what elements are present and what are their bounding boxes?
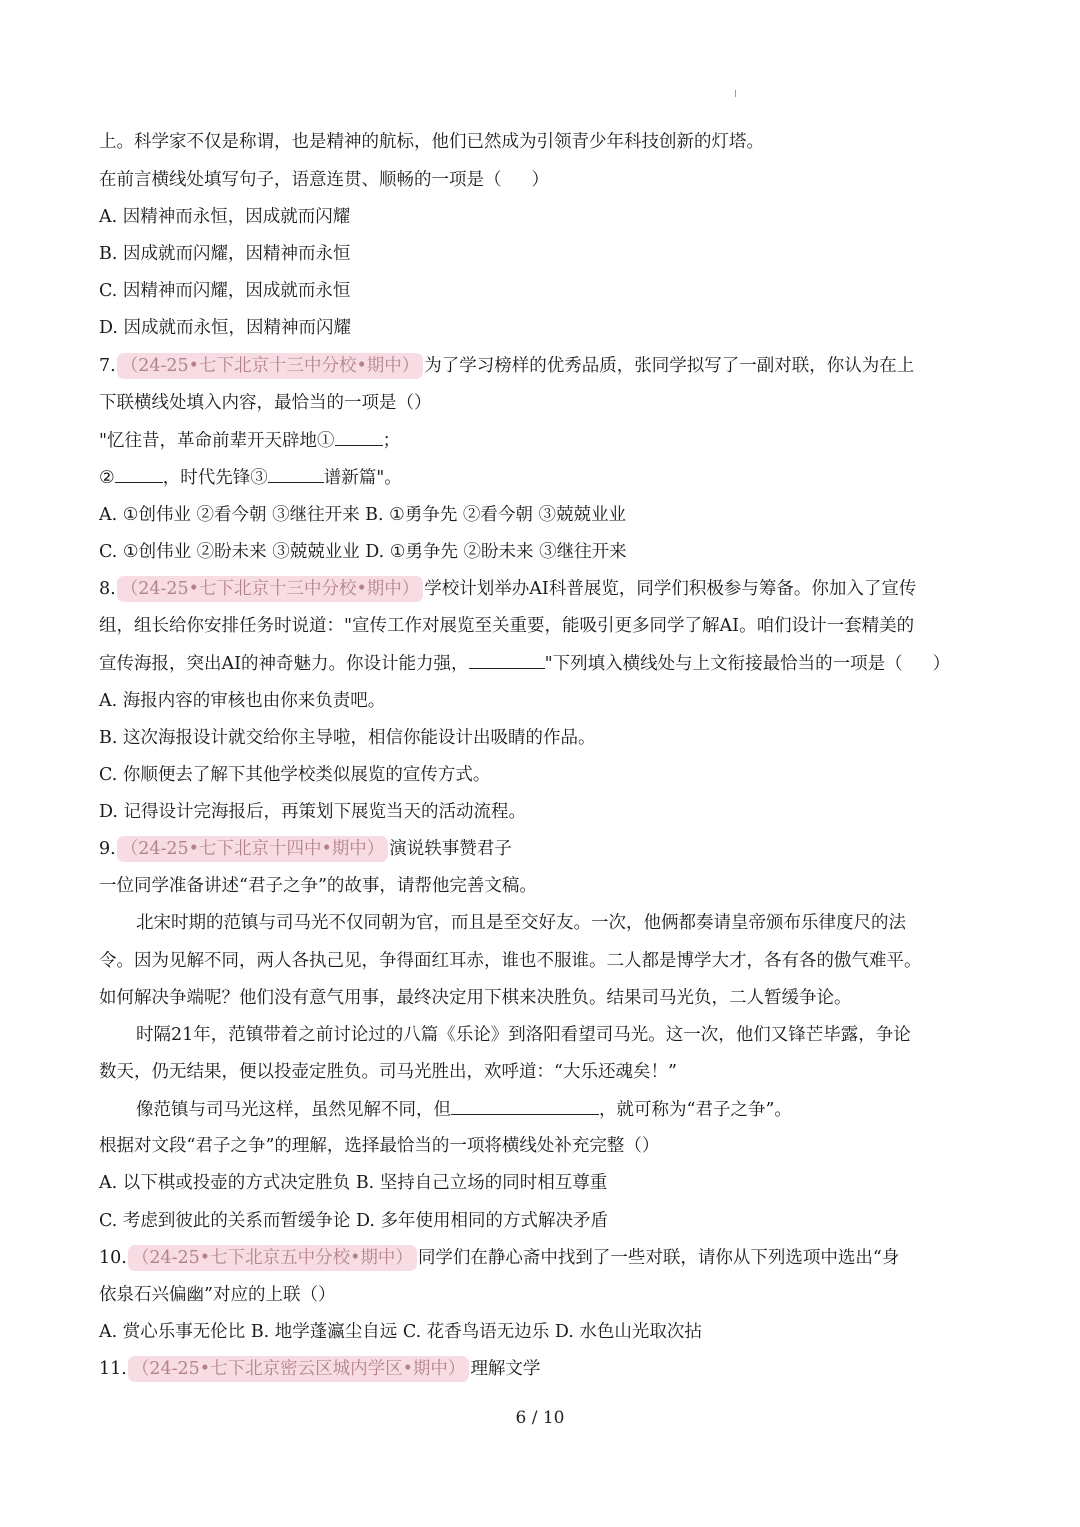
q8-option-d: D. 记得设计完海报后，再策划下展览当天的活动流程。	[99, 802, 527, 822]
answer-blank	[115, 464, 163, 483]
continuation-line: 上。科学家不仅是称谓，也是精神的航标，他们已然成为引领青少年科技创新的灯塔。	[99, 132, 764, 152]
q6-option-a: A. 因精神而永恒，因成就而闪耀	[99, 207, 351, 227]
q9-options-ab: A. 以下棋或投壶的方式决定胜负 B. 坚持自己立场的同时相互尊重	[99, 1173, 608, 1193]
answer-blank	[268, 464, 324, 483]
source-tag: （24-25•七下北京密云区城内学区•期中）	[128, 1356, 470, 1382]
q9-para3: 像范镇与司马光这样，虽然见解不同，但 ，就可称为“君子之争”。	[136, 1096, 1020, 1123]
q9-para2-line1: 时隔21年，范镇带着之前讨论过的八篇《乐论》到洛阳看望司马光。这一次，他们又锋芒毕露，争论	[136, 1025, 911, 1045]
q6-option-b: B. 因成就而闪耀，因精神而永恒	[99, 244, 351, 264]
q8-option-a: A. 海报内容的审核也由你来负责吧。	[99, 691, 386, 711]
q7-options-cd: C. ①创伟业 ②盼未来 ③兢兢业业 D. ①勇争先 ②盼未来 ③继往开来	[99, 542, 627, 562]
q8-line3: 宣传海报，突出AI的神奇魅力。你设计能力强， "下列填入横线处与上文衔接最恰当的一项是（ ）	[99, 650, 1020, 677]
q7-couplet-2: ② ，时代先锋③ 谱新篇"。	[99, 464, 1020, 491]
q9-question: 根据对文段“君子之争”的理解，选择最恰当的一项将横线处补充完整（）	[99, 1136, 660, 1156]
q9-para1-line2: 令。因为见解不同，两人各执己见，争得面红耳赤，谁也不服谁。二人都是博学大才，各有各的傲气难平。	[99, 951, 922, 971]
q8-option-b: B. 这次海报设计就交给你主导啦，相信你能设计出吸睛的作品。	[99, 728, 596, 748]
q7-line2: 下联横线处填入内容，最恰当的一项是（）	[99, 393, 432, 413]
source-tag: （24-25•七下北京十三中分校•期中）	[117, 576, 424, 602]
answer-blank	[335, 427, 383, 446]
q9-para2-line2: 数天，仍无结果，便以投壶定胜负。司马光胜出，欢呼道：“大乐还魂矣！”	[99, 1062, 677, 1082]
q9-options-cd: C. 考虑到彼此的关系而暂缓争论 D. 多年使用相同的方式解决矛盾	[99, 1211, 608, 1231]
page-number: 6 / 10	[515, 1408, 565, 1428]
scan-mark	[735, 90, 736, 97]
source-tag: （24-25•七下北京十四中•期中）	[117, 836, 389, 862]
q8-line2: 组，组长给你安排任务时说道："宣传工作对展览至关重要，能吸引更多同学了解AI。咱们设计一套精美的	[99, 616, 915, 636]
q9-para1-line1: 北宋时期的范镇与司马光不仅同朝为官，而且是至交好友。一次，他俩都奏请皇帝颁布乐律度尺的法	[136, 913, 906, 933]
source-tag: （24-25•七下北京五中分校•期中）	[128, 1245, 417, 1271]
q9-header: 9. （24-25•七下北京十四中•期中） 演说轶事赞君子	[99, 836, 1020, 862]
q8-header: 8. （24-25•七下北京十三中分校•期中） 学校计划举办AI科普展览，同学们积极参与筹备。你加入了宣传	[99, 576, 1020, 602]
answer-blank	[451, 1096, 599, 1115]
q6-option-c: C. 因精神而闪耀，因成就而永恒	[99, 281, 351, 301]
q10-line2: 依泉石兴偏幽”对应的上联（）	[99, 1285, 336, 1305]
q7-header: 7. （24-25•七下北京十三中分校•期中） 为了学习榜样的优秀品质，张同学拟写了一副对联，你认为在上	[99, 353, 1020, 379]
q6-option-d: D. 因成就而永恒，因精神而闪耀	[99, 318, 352, 338]
q9-intro: 一位同学准备讲述“君子之争”的故事，请帮他完善文稿。	[99, 876, 537, 896]
q6-question: 在前言横线处填写句子，语意连贯、顺畅的一项是（ ）	[99, 170, 549, 190]
q10-header: 10. （24-25•七下北京五中分校•期中） 同学们在静心斋中找到了一些对联，请你从下列选项中选出“身	[99, 1245, 1020, 1271]
q11-header: 11. （24-25•七下北京密云区城内学区•期中） 理解文学	[99, 1356, 1020, 1382]
q8-option-c: C. 你顺便去了解下其他学校类似展览的宣传方式。	[99, 765, 491, 785]
q9-para1-line3: 如何解决争端呢？他们没有意气用事，最终决定用下棋来决胜负。结果司马光负，二人暂缓争论。	[99, 988, 852, 1008]
q10-options: A. 赏心乐事无伦比 B. 地学蓬瀛尘自远 C. 花香鸟语无边乐 D. 水色山光取次拈	[99, 1322, 702, 1342]
q7-options-ab: A. ①创伟业 ②看今朝 ③继往开来 B. ①勇争先 ②看今朝 ③兢兢业业	[99, 505, 626, 525]
source-tag: （24-25•七下北京十三中分校•期中）	[117, 353, 424, 379]
q7-couplet-1: "忆往昔，革命前辈开天辟地① ；	[99, 427, 1020, 454]
answer-blank	[469, 650, 545, 669]
